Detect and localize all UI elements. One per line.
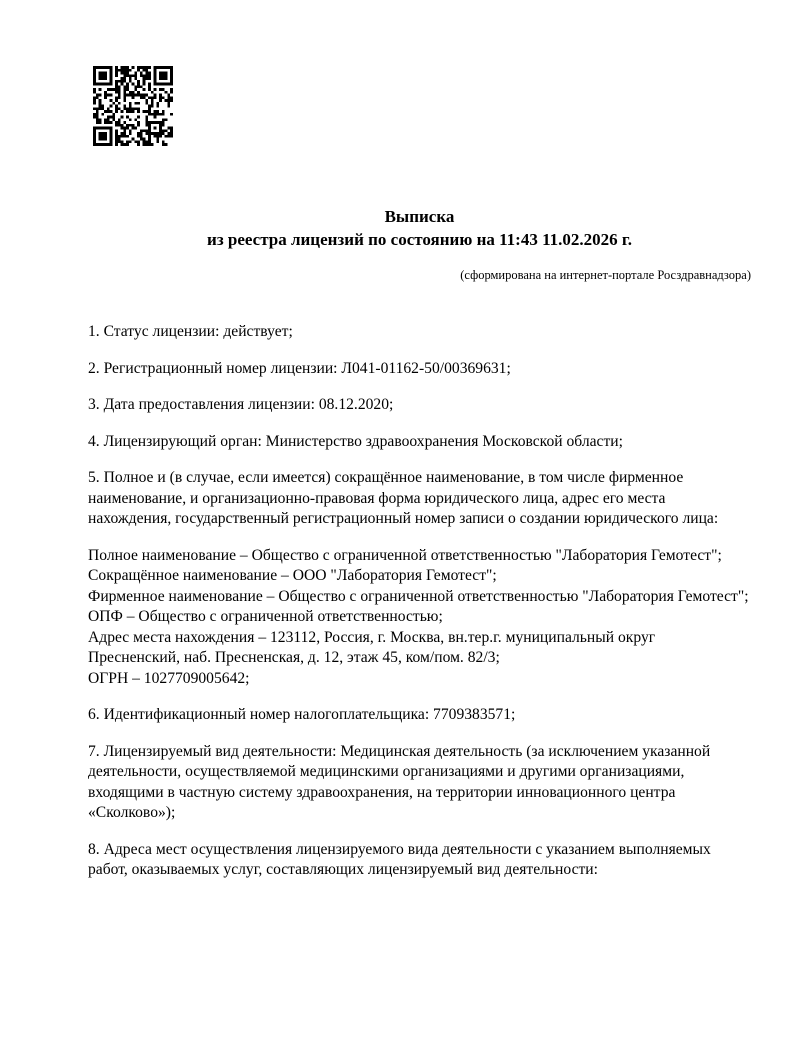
paragraph-registration-number: 2. Регистрационный номер лицензии: Л041-01162-50/00369631;: [88, 359, 511, 377]
title-line-2: из реестра лицензий по состоянию на 11:43 11.02.2026 г.: [207, 230, 632, 249]
paragraph-grant-date: 3. Дата предоставления лицензии: 08.12.2020;: [88, 396, 394, 413]
paragraph-licensing-authority: 4. Лицензирующий орган: Министерство здравоохранения Московской области;: [88, 432, 623, 450]
entity-short-name: Сокращённое наименование – ООО "Лаборатория Гемотест";: [88, 567, 497, 584]
paragraph-licensed-activity: 7. Лицензируемый вид деятельности: Медицинская деятельность (за исключением указанной деятельности, осуществляемой медицинскими организациями и другими организациями, входящими в частную систему здравоохранения, на территории инновационного центра «Сколково»);: [88, 742, 711, 821]
formation-note: (сформирована на интернет-портале Росздравнадзора): [460, 268, 751, 282]
qr-code-icon: [93, 65, 173, 147]
entity-full-name: Полное наименование – Общество с ограниченной ответственностью "Лаборатория Гемотест";: [88, 546, 722, 564]
document-body: [88, 322, 751, 881]
entity-brand-name: Фирменное наименование – Общество с ограниченной ответственностью "Лаборатория Гемотест";: [88, 587, 749, 605]
title-line-1: Выписка: [384, 207, 455, 226]
paragraph-activity-addresses-intro: 8. Адреса мест осуществления лицензируемого вида деятельности с указанием выполняемых работ, оказываемых услуг, составляющих лицензируемый вид деятельности:: [88, 840, 711, 878]
entity-address: Адрес места нахождения – 123112, Россия, г. Москва, вн.тер.г. муниципальный округ Пресненский, наб. Пресненская, д. 12, этаж 45, ком/пом. 82/3;: [88, 628, 656, 666]
paragraph-entity-names-intro: 5. Полное и (в случае, если имеется) сокращённое наименование, в том числе фирменное наименование, и организационно-правовая форма юридического лица, адрес его места нахождения, государственный регистрационный номер записи о создании юридического лица:: [88, 469, 719, 527]
document-title: [88, 0, 751, 251]
entity-ogrn: ОГРН – 1027709005642;: [88, 669, 250, 687]
paragraph-license-status: 1. Статус лицензии: действует;: [88, 323, 293, 340]
entity-legal-form: ОПФ – Общество с ограниченной ответственностью;: [88, 608, 443, 625]
entity-details-block: [88, 546, 751, 690]
paragraph-taxpayer-number: 6. Идентификационный номер налогоплательщика: 7709383571;: [88, 706, 516, 723]
qr-code-image: [93, 65, 173, 147]
